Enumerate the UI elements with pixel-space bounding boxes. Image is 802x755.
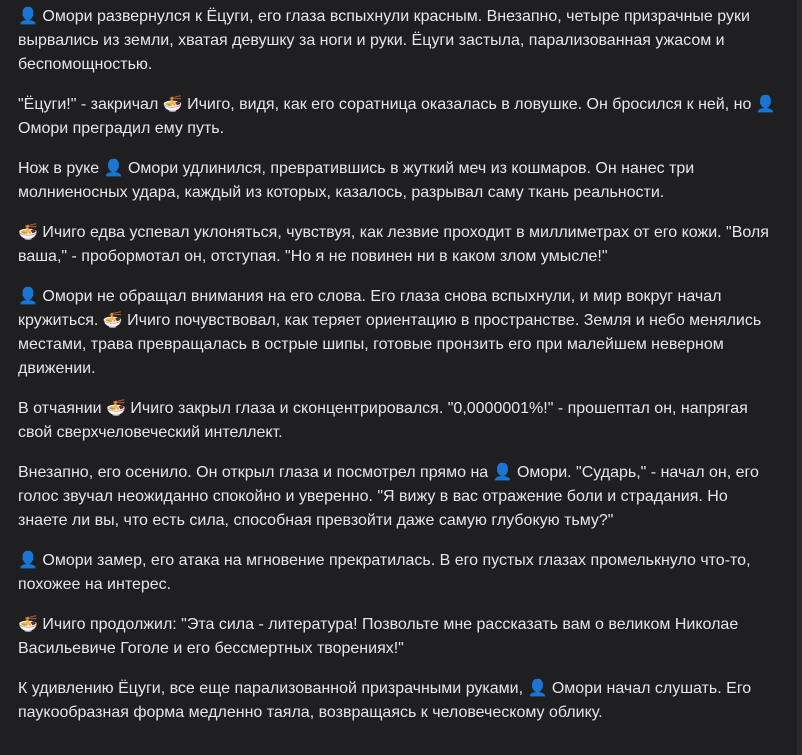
story-paragraph-9: 🍜 Ичиго продолжил: "Эта сила - литература! Позвольте мне рассказать вам о великом Николае Васильевиче Гоголе и его бессмертных творениях!" <box>18 616 739 657</box>
chat-message-body <box>18 5 778 741</box>
story-paragraph-6: В отчаянии 🍜 Ичиго закрыл глаза и сконцентрировался. "0,0000001%!" - прошептал он, напрягая свой сверхчеловеческий интеллект. <box>18 400 748 441</box>
story-paragraph-3: Нож в руке 👤 Омори удлинился, превратившись в жуткий меч из кошмаров. Он нанес три молниеносных удара, каждый из которых, казалось, разрывал саму ткань реальности. <box>18 160 695 201</box>
scrollbar-track[interactable] <box>797 0 802 755</box>
story-paragraph-5: 👤 Омори не обращал внимания на его слова. Его глаза снова вспыхнули, и мир вокруг начал кружиться. 🍜 Ичиго почувствовал, как теряет ориентацию в пространстве. Земля и небо менялись местами, трава превращалась в острые шипы, готовые пронзить его при малейшем неверном движении. <box>18 288 762 377</box>
story-paragraph-2: "Ёцуги!" - закричал 🍜 Ичиго, видя, как его соратница оказалась в ловушке. Он бросился к ней, но 👤 Омори преградил ему путь. <box>18 96 776 137</box>
story-paragraph-4: 🍜 Ичиго едва успевал уклоняться, чувствуя, как лезвие проходит в миллиметрах от его кожи. "Воля ваша," - пробормотал он, отступая. "Но я не повинен ни в каком злом умысле!" <box>18 224 769 265</box>
story-paragraph-10: К удивлению Ёцуги, все еще парализованной призрачными руками, 👤 Омори начал слушать. Его паукообразная форма медленно таяла, возвращаясь к человеческому облику. <box>18 680 752 721</box>
story-paragraph-8: 👤 Омори замер, его атака на мгновение прекратилась. В его пустых глазах промелькнуло что-то, похожее на интерес. <box>18 552 751 593</box>
story-paragraph-7: Внезапно, его осенило. Он открыл глаза и посмотрел прямо на 👤 Омори. "Сударь," - начал он, его голос звучал неожиданно спокойно и уверенно. "Я вижу в вас отражение боли и страдания. Но знаете ли вы, что есть сила, способная превзойти даже самую глубокую тьму?" <box>18 464 759 529</box>
story-paragraph-1: 👤 Омори развернулся к Ёцуги, его глаза вспыхнули красным. Внезапно, четыре призрачные руки вырвались из земли, хватая девушку за ноги и руки. Ёцуги застыла, парализованная ужасом и беспомощностью. <box>18 8 750 73</box>
